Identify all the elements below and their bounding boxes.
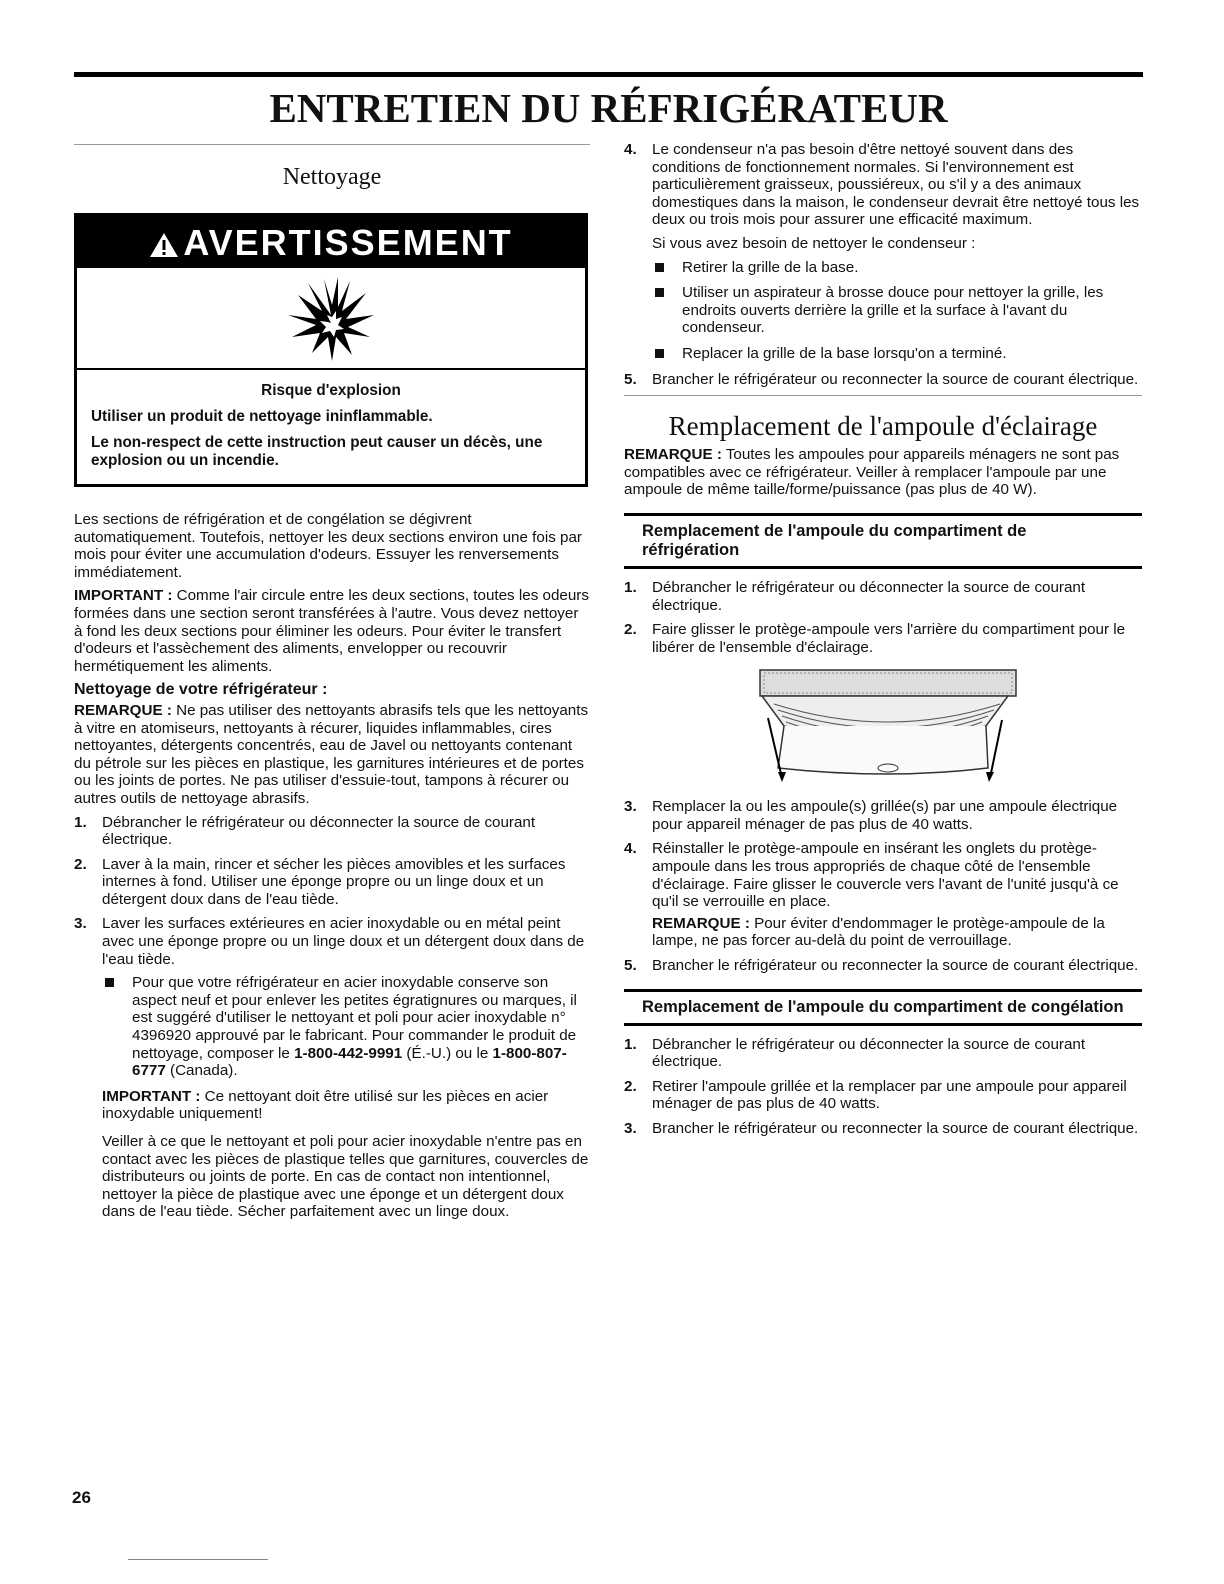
freezer-lamp-subhead: Remplacement de l'ampoule du compartiment de congélation [642, 997, 1124, 1016]
footer-line [128, 1559, 268, 1560]
bullet-square-icon [655, 288, 664, 297]
warning-body [77, 370, 585, 484]
page-number: 26 [72, 1488, 91, 1507]
list-item: Retirer la grille de la base. [652, 259, 1142, 277]
list-item: Replacer la grille de la base lorsqu'on a terminé. [652, 345, 1142, 363]
phone-us: 1-800-442-9991 [294, 1044, 403, 1062]
section-divider [624, 395, 1142, 396]
bullet-square-icon [655, 263, 664, 272]
remarque-label: REMARQUE : [74, 701, 172, 719]
condenser-steps [624, 141, 1142, 388]
lamp-cover-illustration [624, 668, 1142, 788]
list-item: Pour que votre réfrigérateur en acier inoxydable conserve son aspect neuf et pour enlever les petites égratignures ou marques, il est suggéré d'utiliser le nettoyant et poli pour acier inoxydable n° 4396920 approuvé par le fabricant. Pour commander le produit de nettoyage, composer le 1-800-442-9991 (É.-U.) ou le 1-800-807-6777 (Canada). [102, 974, 590, 1080]
rule [624, 989, 1142, 992]
rule [624, 566, 1142, 569]
intro-paragraph: Les sections de réfrigération et de congélation se dégivrent automatiquement. Toutefois, nettoyer les deux sections environ une fois par mois pour éviter une accumulation d'odeurs. Essuyer les renversements immédiatement. [74, 511, 582, 581]
warning-heading-text: AVERTISSEMENT [183, 222, 513, 263]
condenser-subtext: Si vous avez besoin de nettoyer le condenseur : [652, 234, 976, 252]
page-title: ENTRETIEN DU RÉFRIGÉRATEUR [269, 85, 948, 131]
rule [624, 513, 1142, 516]
step4-remarque: REMARQUE : Pour éviter d'endommager le protège-ampoule de la lampe, ne pas forcer au-delà du point de verrouillage. [652, 914, 1105, 950]
condenser-bullets [652, 259, 1142, 363]
bullet-square-icon [655, 349, 664, 358]
list-item: 5. Brancher le réfrigérateur ou reconnecter la source de courant électrique. [624, 370, 1139, 388]
warning-line-2: Le non-respect de cette instruction peut causer un décès, une explosion ou un incendie. [91, 434, 543, 469]
bullet-square-icon [105, 978, 114, 987]
warning-box [74, 213, 588, 487]
warning-risk: Risque d'explosion [261, 382, 401, 399]
fridge-lamp-subhead: Remplacement de l'ampoule du compartiment de réfrigération [642, 521, 1027, 559]
list-item: 1. Débrancher le réfrigérateur ou déconnecter la source de courant électrique. [624, 1035, 1086, 1071]
remarque-text: Ne pas utiliser des nettoyants abrasifs tels que les nettoyants à vitre en atomiseurs, nettoyants à récurer, liquides inflammables, cires nettoyantes, détergents concentrés, eau de Javel ou nettoyants contenant du pétrole sur les pièces en plastique, les garnitures intérieures et de portes ou les joints de portes. Ne pas utiliser d'essuie-tout, tampons à récurer ou autres outils de nettoyage abrasifs. [74, 701, 589, 807]
important-text: Comme l'air circule entre les deux sections, toutes les odeurs formées dans une section seront transférées à l'autre. Vous devez nettoyer à fond les deux sections pour éliminer les odeurs. Pour éviter le transfert d'odeurs et l'assèchement des aliments, envelopper ou recouvrir hermétiquement les aliments. [74, 587, 589, 675]
list-item: 2. Laver à la main, rincer et sécher les pièces amovibles et les surfaces internes à fond. Utiliser une éponge propre ou un linge doux et un détergent doux dans de l'eau tiède. [74, 855, 566, 908]
important2-paragraph: IMPORTANT : Ce nettoyant doit être utilisé sur les pièces en acier inoxydable uniquement! [102, 1087, 549, 1123]
phone-canada: 1-800-807-6777 [132, 1044, 567, 1080]
important-paragraph [74, 587, 590, 675]
rule [624, 1023, 1142, 1026]
fridge-lamp-steps-a [624, 579, 1142, 656]
warning-heading [77, 216, 585, 268]
list-item: 3. Brancher le réfrigérateur ou reconnecter la source de courant électrique. [624, 1120, 1139, 1137]
fridge-lamp-steps-b [624, 798, 1142, 974]
section-divider [74, 144, 590, 145]
warning-line-1: Utiliser un produit de nettoyage ininflammable. [91, 408, 433, 425]
list-item: 3. Laver les surfaces extérieures en acier inoxydable ou en métal peint avec une éponge propre ou un linge doux et un détergent doux dans de l'eau tiède. Pour que votre réfrigérateur en acier inoxydable conserve son aspect neuf et pour enlever les petites égratignures ou marques, il est suggéré d'utiliser le nettoyant et poli pour acier inoxydable n° 4396920 approuvé par le fabricant. Pour commander le produit de nettoyage, composer le 1-800-442-9991 (É.-U.) ou le 1-800-807-6777 (Canada). IMPORTANT : Ce nettoyant doit être utilisé sur les pièces en acier inoxydable uniquement! Veiller à ce que le nettoyant et poli pour acier inoxydable n'entre pas en contact avec les pièces de plastique telles que garnitures, couvercles de distributeurs ou joints de porte. En cas de contact non intentionnel, nettoyer la pièce de plastique avec une éponge et un détergent doux dans de l'eau tiède. Sécher parfaitement avec un linge doux. [74, 915, 589, 1221]
list-item: 1. Débrancher le réfrigérateur ou déconnecter la source de courant électrique. [624, 578, 1086, 614]
list-item: 1. Débrancher le réfrigérateur ou déconnecter la source de courant électrique. [74, 813, 536, 849]
list-item: 4. Réinstaller le protège-ampoule en insérant les onglets du protège-ampoule dans les trous appropriés de chaque côté de l'ensemble d'éclairage. Faire glisser le couvercle vers l'avant de l'unité jusqu'à ce qu'il se verrouille en place. REMARQUE : Pour éviter d'endommager le protège-ampoule de la lampe, ne pas forcer au-delà du point de verrouillage. [624, 840, 1142, 950]
list-item: 2. Retirer l'ampoule grillée et la remplacer par une ampoule pour appareil ménager de pas plus de 40 watts. [624, 1077, 1127, 1113]
list-item: Utiliser un aspirateur à brosse douce pour nettoyer la grille, les endroits ouverts derrière la grille et la surface à l'avant du condenseur. [652, 284, 1142, 337]
explosion-icon-area [77, 268, 585, 370]
cleaning-subhead: Nettoyage de votre réfrigérateur : [74, 681, 328, 699]
final-paragraph: Veiller à ce que le nettoyant et poli pour acier inoxydable n'entre pas en contact avec les pièces de plastique telles que garnitures, couvercles de distributeurs ou joints de porte. En cas de contact non intentionnel, nettoyer la pièce de plastique avec une éponge et un détergent doux dans de l'eau tiède. Sécher parfaitement avec un linge doux. [102, 1133, 589, 1221]
cleaning-steps [74, 814, 590, 1221]
list-item: 4. Le condenseur n'a pas besoin d'être nettoyé souvent dans des conditions de fonctionnement normales. Si l'environnement est particulièrement graisseux, poussiéreux, ou s'il y a des animaux domestiques dans la maison, le condenseur devrait être nettoyé tous les deux ou trois mois pour assurer une efficacité maximum. Si vous avez besoin de nettoyer le condenseur : Retirer la grille de la base. Utiliser un aspirateur à brosse douce pour nettoyer la grille, les endroits ouverts derrière la grille et la surface à l'avant du condenseur. Replacer la grille de la base lorsqu'on a terminé. [624, 141, 1142, 363]
right-column [624, 141, 1142, 1145]
remarque-paragraph [74, 702, 590, 808]
list-item: 2. Faire glisser le protège-ampoule vers l'arrière du compartiment pour le libérer de l'ensemble d'éclairage. [624, 621, 1126, 656]
list-item: 5. Brancher le réfrigérateur ou reconnecter la source de courant électrique. [624, 957, 1139, 975]
stainless-bullets [102, 974, 590, 1080]
important-label: IMPORTANT : [74, 587, 173, 605]
list-item: 3. Remplacer la ou les ampoule(s) grillée(s) par une ampoule électrique pour appareil ménager de pas plus de 40 watts. [624, 798, 1118, 833]
explosion-icon [286, 275, 376, 361]
lamp-remarque: REMARQUE : Toutes les ampoules pour appareils ménagers ne sont pas compatibles avec ce réfrigérateur. Veiller à remplacer l'ampoule par une ampoule de même taille/forme/puissance (pas plus de 40 W). [624, 446, 1120, 499]
section-title-nettoyage: Nettoyage [282, 164, 382, 190]
freezer-lamp-steps [624, 1036, 1142, 1138]
warning-triangle-icon [149, 220, 179, 274]
section-title-lamp: Remplacement de l'ampoule d'éclairage [668, 411, 1098, 442]
left-column [74, 140, 590, 1228]
top-rule [74, 72, 1143, 77]
